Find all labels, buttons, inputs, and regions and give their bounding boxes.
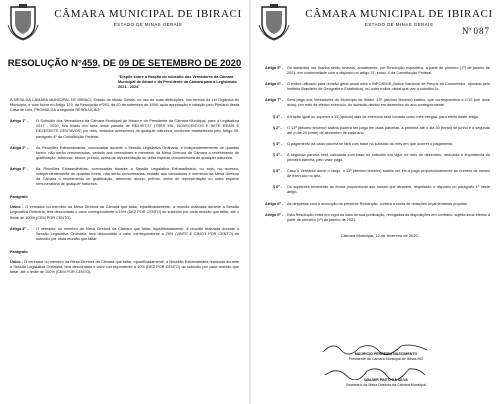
state-name: ESTADO DE MINAS GERAIS <box>113 22 183 27</box>
page-number: Nº 087 <box>461 26 490 36</box>
article-6: Artigo 6º - O índice utilizado para revisão geral anual será o INPC/IBGE (Índice Nacional de Preços ao Consumidor, apurado pelo Instituto Brasileiro de Geografia e Estatística), ou outro índice oficial que vier a substituí-lo. <box>265 82 490 92</box>
article-7: Artigo 7º - Será pago aos Vereadores do Município de Ibiraci, 13º (décimo terceiro) salário, que corresponderá a 1/12 (um doze avos), por mês de efetivo exercício, do subsídio devido em dezembro do ano correspondente. <box>265 98 490 108</box>
article-1: Artigo 1º - O Subsídio dos Vereadores da Câmara Municipal de Ibiraci e do Presidente da Câmara Municipal, para a Legislatura 2017 - 2020, fica fixado em uma única parcela de R$3.907,17 (TRÊS MIL, NOVECENTOS E SETE REAIS E DEZESSETE CENTAVOS) por mês, vedados acréscimos de qualquer natureza, conforme estabelecido pelo Artigo 39, parágrafo 4º da Constituição Federal. <box>10 119 239 139</box>
article-9: Artigo 9º - Esta Resolução entra em vigor na data de sua publicação, revogadas as disposições em contrário, sujeita seus efeitos a partir de primeiro (1º) de janeiro de 2021. <box>265 212 490 222</box>
article-2: Artigo 2º - As Reuniões Extraordinárias, convocadas durante a Sessão Legislativa Ordinária, e independentemente de quantas forem, não serão remuneradas, vedado aos vereadores e membros da Mesa Diretora da Câmara o recebimento de gratificação, adicional, abono, prêmio, verba de representação ou outra espécie remuneratória de qualquer natureza. <box>10 145 239 160</box>
paragraph-4: § 4º - A segunda parcela será calculada com base no subsídio em vigor no mês de dezembro, deduzida a importância da primeira parcela, pelo valor pago. <box>273 152 490 163</box>
paragraph-6: § 6º - Os suplentes receberão de forma proporcional aos meses que atuarem, respeitado o disposto no parágrafo 1º deste artigo. <box>273 185 490 195</box>
page-right <box>251 0 500 404</box>
paragraph-heading-2: Parágrafo <box>10 249 28 254</box>
ementa: "Dispõe sobre a fixação do subsídio dos Vereadores da Câmara Municipal de Ibiraci e do Presidente da Câmara para a Legislatura 2021 - 2024" <box>118 75 237 89</box>
paragraph-heading: Parágrafo <box>10 195 28 200</box>
page-left <box>0 0 249 404</box>
letterhead <box>0 0 249 44</box>
signature-block-1: MAURICIO FERREIRA NASCIMENTO Presidente da Câmara Municipal de Ibiraci-MG <box>348 352 424 361</box>
article-4: Artigo 4º - O vereador ou membro da Mesa Diretora da Câmara que faltar, injustificadamente, à reunião realizada durante a Sessão Legislativa Ordinária, terá descontado o valor correspondente a 25% (VINTE E CINCO POR CENTO) do subsídio por cada reunião que faltar. <box>10 226 239 241</box>
state-name: ESTADO DE MINAS GERAIS <box>364 22 434 27</box>
date-line: Câmara Municipal, 12 de fevereiro de 2020. <box>341 232 419 238</box>
coat-of-arms-icon <box>257 3 291 41</box>
paragraph-5: § 5º - Caso o Vereador deixe o cargo, o 13º (décimo terceiro) salário ser-lhe-á pago proporcionalmente ao número de meses de exercício no ano. <box>273 169 490 179</box>
paragraph-2: § 2º - O 13º (décimo terceiro) salário poderá ser pago em duas parcelas, a primeira até o dia 30 (trinta) de junho e a segunda até o dia 20 (vinte) de dezembro de cada ano. <box>273 125 490 135</box>
chamber-name: CÂMARA MUNICIPAL DE IBIRACI <box>54 8 242 20</box>
paragraph-unico-1: Único - O vereador ou membro da Mesa Diretora da Câmara que faltar, injustificadamente, à reunião realizada durante a Sessão Legislativa Ordinária, terá descontado o valor correspondente a 10% (DEZ POR CENTO) do subsídio por cada reunião que faltar, até o limite de 100% (CEM POR CENTO). <box>10 205 239 220</box>
paragraph-1: § 1º - A fração igual ou superior a 15 (quinze) dias de exercício será tomada como mês integral, para efeito deste artigo. <box>273 114 480 119</box>
letterhead-right <box>251 0 500 44</box>
signature-block-2: WALMIR PINTO DA SILVA Secretário da Mesa Diretora da Câmara Municipal <box>346 378 426 387</box>
paragraph-3: § 3º - O pagamento da cada parcela se fará com base no subsídio do mês em que ocorrer o pagamento. <box>273 141 454 146</box>
article-3: Artigo 3º - As Reuniões Extraordinárias, convocadas durante a Sessão Legislativa Extraordinária, ou seja, no recesso, independentemente de quantas forem, não serão remuneradas, vedado aos vereadores e membros da Mesa Diretora da Câmara o recebimento de gratificação, adicional, abono, prêmio, verba de representação ou outra espécie remuneratória de qualquer natureza. <box>10 166 239 187</box>
article-5: Artigo 5º - Os subsídios ora fixados serão revistos, anualmente, por Resolução específica, a partir de primeiro (1º) de janeiro de 2021, em conformidade com o disposto no artigo 37, inciso X da Constituição Federal. <box>265 66 490 76</box>
preamble: A MESA DA CÂMARA MUNICIPAL DE IBIRACI, Estado de Minas Gerais, no uso de suas atribuições, nos termos da Lei Orgânica do Município, e com fulcro no Artigo 179, da Resolução nº291, de 20 de setembro de 1996, após apreciação e votação pelo Plenário desta Casa de Leis, PROMULGA a seguinte RESOLUÇÃO: <box>10 98 239 113</box>
coat-of-arms-icon <box>6 3 40 41</box>
chamber-name: CÂMARA MUNICIPAL DE IBIRACI <box>305 8 493 20</box>
article-8: Artigo 8º - As despesas com a execução da presente Resolução, correrá à conta de dotações orçamentárias próprias. <box>265 201 468 206</box>
paragraph-unico-2: Único - O vereador ou membro da Mesa Diretora da Câmara que faltar, injustificadamente, à Reunião Extraordinária realizada durante a Sessão Legislativa Ordinária, terá descontado o valor correspondente a 10% (DEZ POR CENTO) do subsídio por cada reunião que faltar, até o limite de 100% (CEM POR CENTO). <box>10 259 239 275</box>
resolution-title: RESOLUÇÃO N°459, DE 09 DE SETEMBRO DE 2020 <box>7 58 242 69</box>
